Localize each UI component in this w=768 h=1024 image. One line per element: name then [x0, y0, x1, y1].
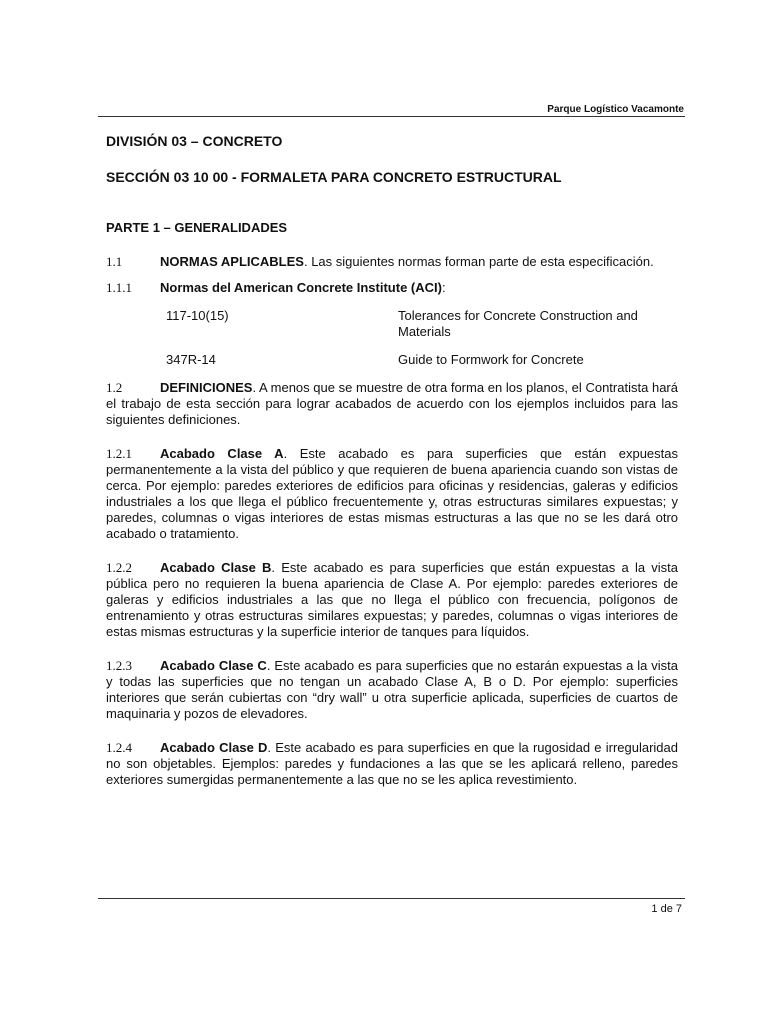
paragraph-heading: Acabado Clase A [160, 446, 284, 461]
paragraph-text: . Este acabado es para superficies que están expuestas a la vista pública pero no requieren la buena apariencia de Clase A. Por ejemplo: paredes exteriores de galeras y edificios industriales a las que no llega el público con frecuencia, polígonos de entrenamiento y otras estructuras similares expuestas; y paredes, columnas o vigas interiores de estas mismas estructuras y la superficie interior de tanques para líquidos. [106, 560, 679, 639]
paragraph-1-1 [106, 254, 678, 270]
header-project-name: Parque Logístico Vacamonte [547, 104, 684, 115]
header-rule [98, 116, 685, 117]
standard-code: 347R-14 [166, 352, 216, 367]
paragraph-number: 1.2 [106, 380, 123, 395]
paragraph-number: 1.1 [106, 254, 123, 269]
paragraph-1-2-1 [106, 446, 678, 542]
paragraph-text: . Este acabado es para superficies que no estarán expuestas a la vista y todas las superficies que no tengan un acabado Clase A, B o D. Por ejemplo: superficies interiores que serán cubiertas con “dry wall” u otra superficie aplicada, superficies de cuartos de maquinaria y pozos de elevadores. [106, 658, 678, 721]
part-title: PARTE 1 – GENERALIDADES [106, 220, 288, 235]
standards-row [166, 352, 678, 368]
standards-table [166, 308, 678, 368]
section-title: SECCIÓN 03 10 00 - FORMALETA PARA CONCRETO ESTRUCTURAL [106, 169, 562, 185]
standard-code: 117-10(15) [166, 308, 229, 323]
paragraph-number: 1.2.4 [106, 740, 132, 755]
paragraph-1-2-4 [106, 740, 678, 788]
paragraph-text: : [441, 280, 446, 295]
paragraph-1-2 [106, 380, 678, 428]
document-body [106, 133, 678, 788]
division-title: DIVISIÓN 03 – CONCRETO [106, 133, 283, 149]
paragraph-heading: DEFINICIONES [160, 380, 253, 395]
paragraph-text: . Este acabado es para superficies que están expuestas permanentemente a la vista del público y que requieren de buena apariencia cuando son vistas de cerca. Por ejemplo: paredes exteriores de edificios para oficinas y residencias, galeras y edificios industriales a los que llega el público frecuentemente y, otras estructuras similares expuestas; y paredes, columnas o vigas interiores de estas mismas estructuras a las que no se les dará otro acabado o tratamiento. [106, 446, 678, 541]
paragraph-text: . Este acabado es para superficies en que la rugosidad e irregularidad no son objetables. Ejemplos: paredes y fundaciones a las que se les aplicará relleno, paredes exteriores sumergidas permanentemente a las que no se les aplica revestimiento. [106, 740, 678, 787]
standard-title: Tolerances for Concrete Construction and Materials [398, 308, 638, 339]
paragraph-1-1-1 [106, 280, 678, 296]
paragraph-number: 1.2.1 [106, 446, 132, 461]
standard-title: Guide to Formwork for Concrete [398, 352, 584, 367]
paragraph-number: 1.1.1 [106, 280, 132, 295]
footer-rule [98, 898, 685, 899]
paragraph-heading: Normas del American Concrete Institute (ACI) [160, 280, 442, 295]
paragraph-heading: NORMAS APLICABLES [160, 254, 304, 269]
paragraph-heading: Acabado Clase C [160, 658, 267, 673]
paragraph-heading: Acabado Clase B [160, 560, 272, 575]
paragraph-text: . Las siguientes normas forman parte de esta especificación. [303, 254, 654, 269]
page-number: 1 de 7 [651, 903, 682, 915]
paragraph-number: 1.2.3 [106, 658, 132, 673]
standards-row [166, 308, 678, 340]
paragraph-number: 1.2.2 [106, 560, 132, 575]
paragraph-heading: Acabado Clase D [160, 740, 268, 755]
paragraph-1-2-3 [106, 658, 678, 722]
paragraph-text: . A menos que se muestre de otra forma en los planos, el Contratista hará el trabajo de esta sección para lograr acabados de acuerdo con los ejemplos incluidos para las siguientes definiciones. [106, 380, 678, 427]
paragraph-1-2-2 [106, 560, 678, 640]
